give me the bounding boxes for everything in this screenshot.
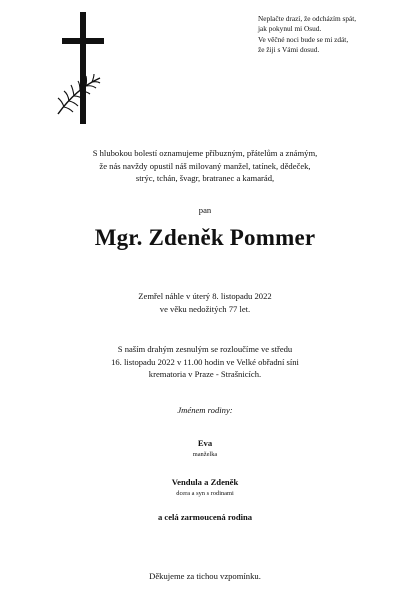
death-info-line: ve věku nedožitých 77 let. bbox=[159, 303, 251, 314]
death-info-line: Zemřel náhle v úterý 8. listopadu 2022 bbox=[138, 291, 272, 301]
funeral-line: S naším drahým zesnulým se rozloučíme ve středu bbox=[117, 344, 293, 354]
funeral-details bbox=[0, 343, 410, 381]
salutation: pan bbox=[198, 205, 212, 215]
poem-line: Neplačte drazí, že odcházím spát, bbox=[258, 14, 357, 23]
mourner-relation: manželka bbox=[192, 451, 218, 458]
mourner-relation: dcera a syn s rodinami bbox=[176, 490, 234, 497]
intro-line: že nás navždy opustil náš milovaný manžel, tatínek, dědeček, bbox=[99, 160, 311, 171]
mourner-name: a celá zarmoucená rodina bbox=[157, 512, 253, 522]
mourner-name: Vendula a Zdeněk bbox=[171, 477, 239, 487]
death-info bbox=[0, 290, 410, 315]
intro-line: S hlubokou bolestí oznamujeme příbuzným, přátelům a známým, bbox=[92, 148, 318, 158]
on-behalf-label: Jménem rodiny: bbox=[177, 405, 233, 415]
poem-line: Ve věčné noci bude se mi zdát, bbox=[258, 34, 349, 44]
cross-with-palm-branch-icon bbox=[56, 12, 116, 124]
deceased-name: Mgr. Zdeněk Pommer bbox=[94, 225, 316, 250]
intro-line: strýc, tchán, švagr, bratranec a kamarád, bbox=[135, 173, 275, 184]
funeral-line: 16. listopadu 2022 v 11.00 hodin ve Velké obřadní síni bbox=[111, 356, 299, 367]
announcement-intro bbox=[0, 147, 410, 185]
mourner-name: Eva bbox=[197, 438, 213, 448]
poem-line: jak pokynul mi Osud. bbox=[258, 24, 322, 34]
poem bbox=[258, 14, 403, 56]
poem-line: že žiji s Vámi dosud. bbox=[258, 45, 320, 55]
closing-thanks: Děkujeme za tichou vzpomínku. bbox=[149, 571, 261, 581]
funeral-line: krematoria v Praze - Strašnicích. bbox=[148, 369, 262, 380]
